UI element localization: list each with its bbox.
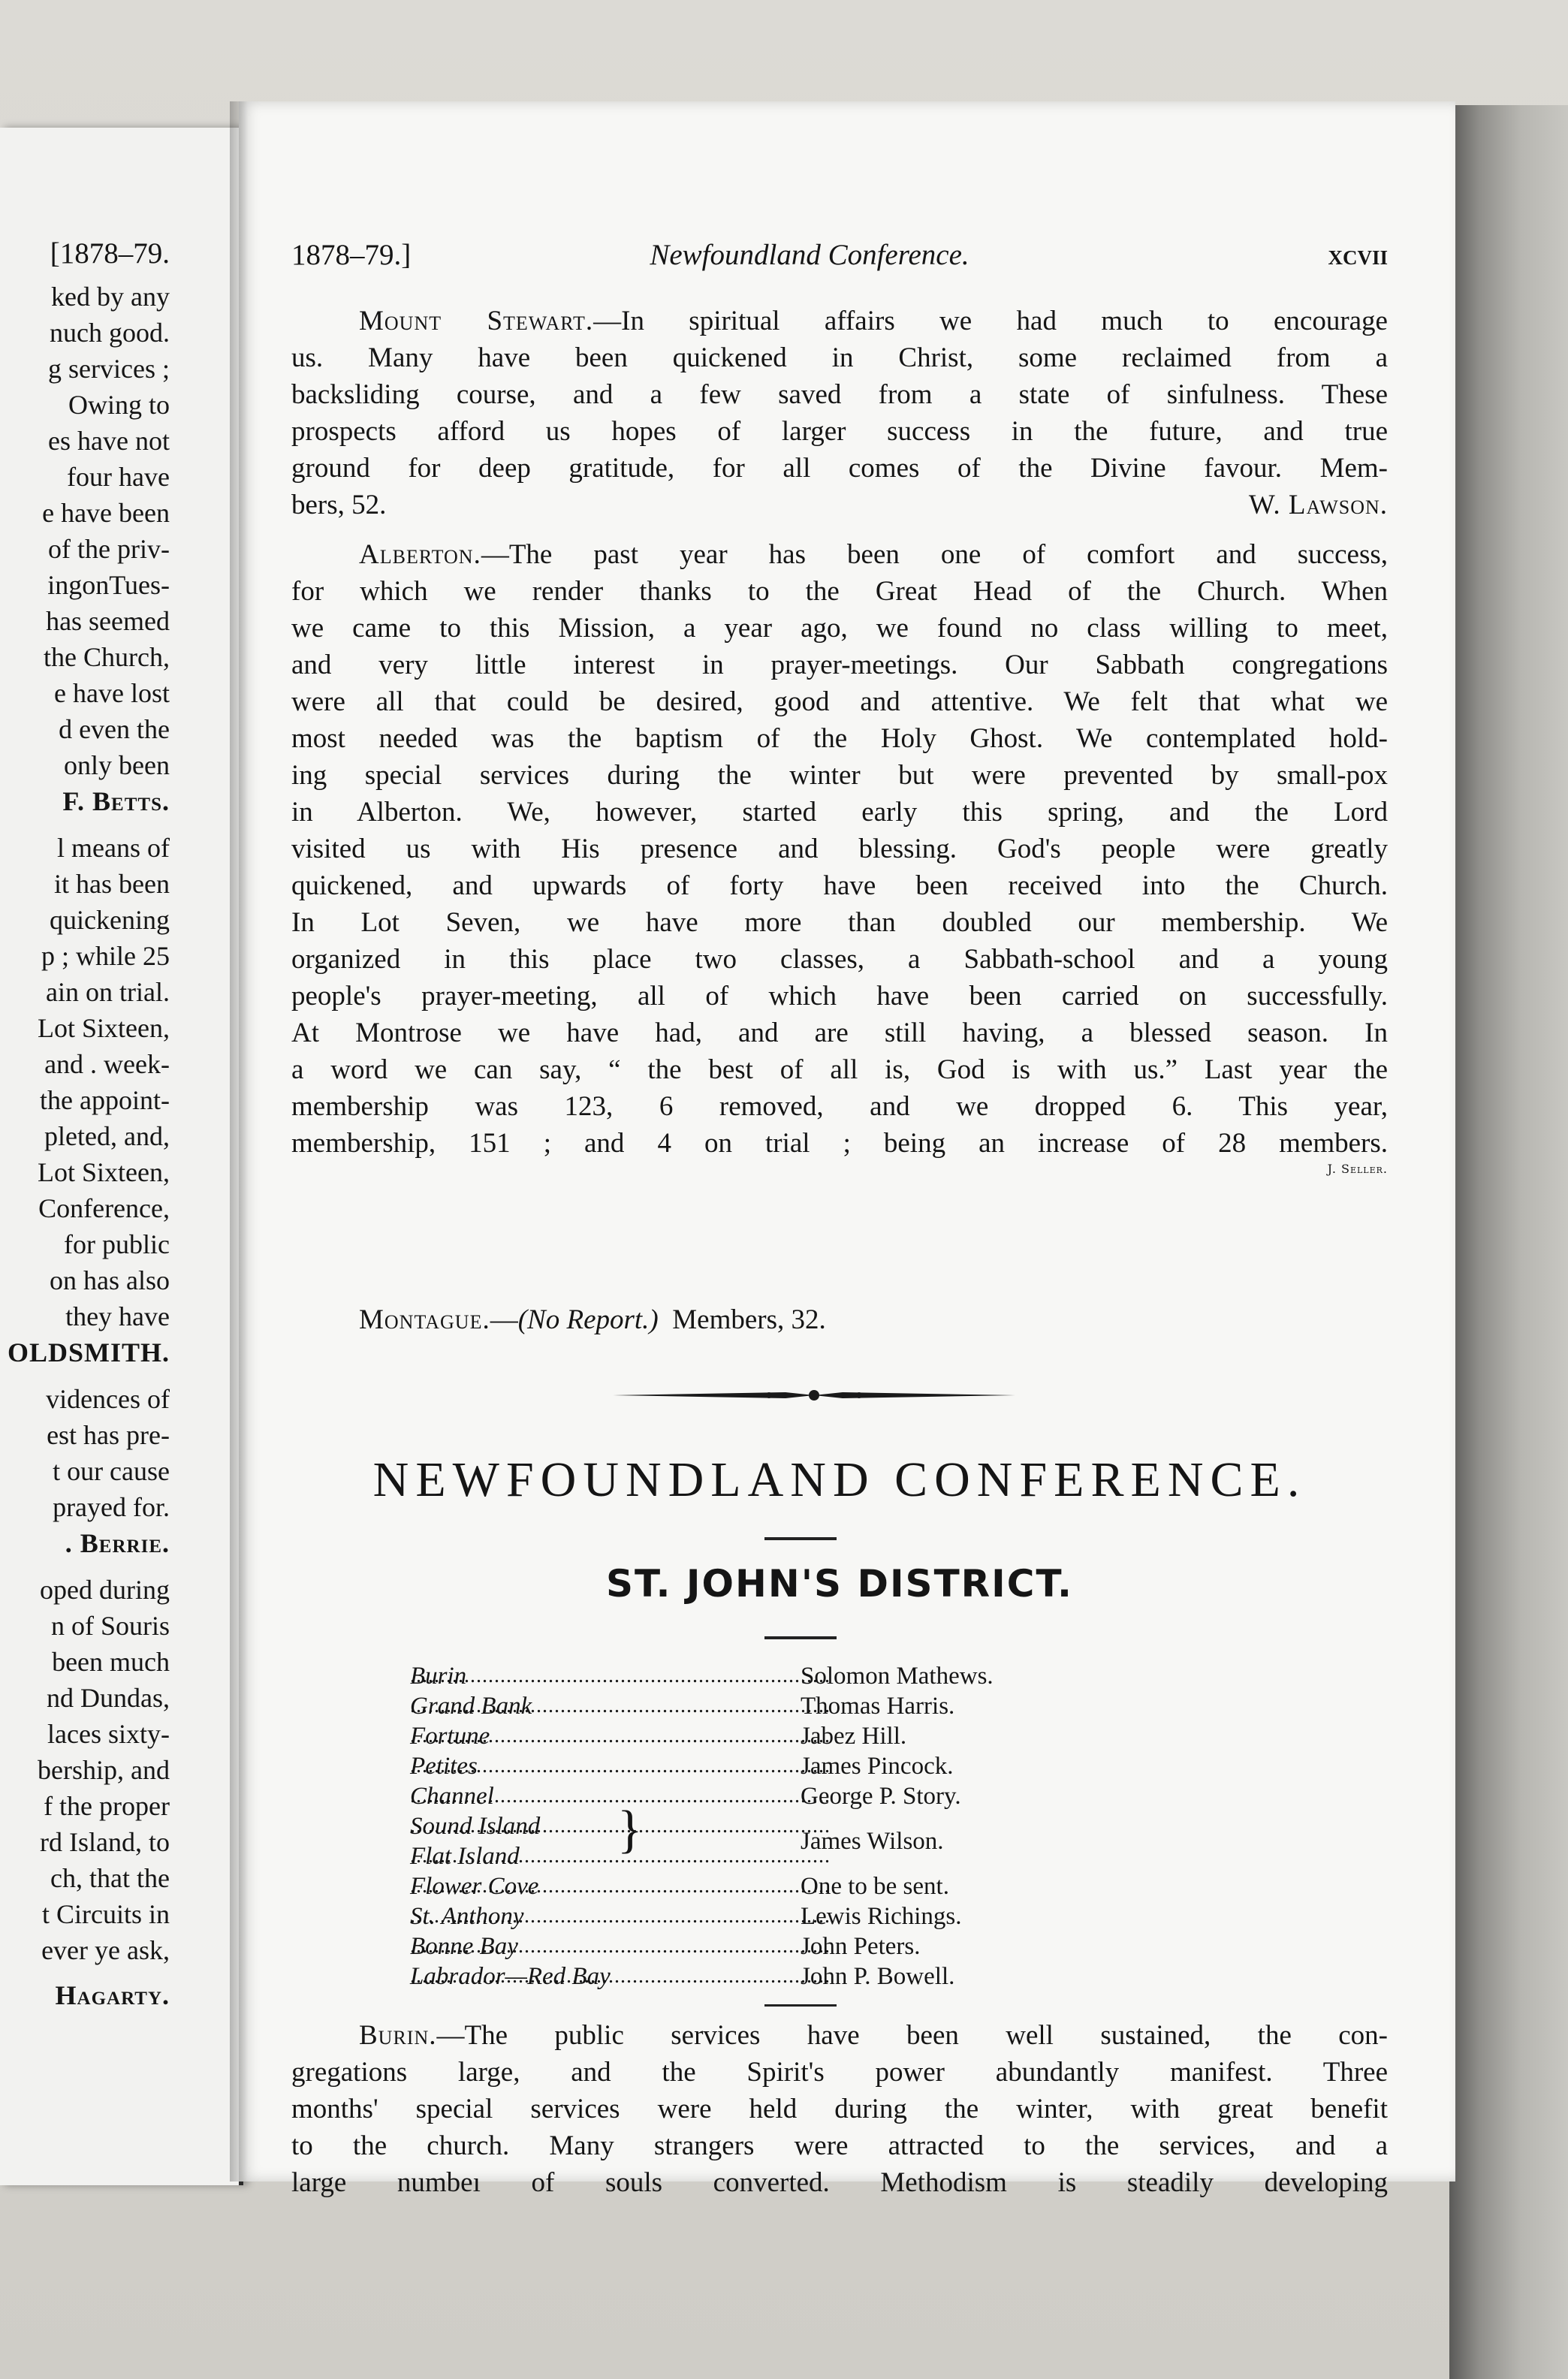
- report-line: months' special services were held during the winter, with great benefit: [291, 2094, 1388, 2124]
- station-place: Flat Island: [410, 1843, 520, 1870]
- facing-page-line: OLDSMITH.: [7, 1337, 170, 1367]
- station-place: Grand Bank: [410, 1693, 532, 1720]
- facing-page-line: l means of: [57, 833, 170, 863]
- burin-report: [291, 2017, 1388, 2201]
- report-line: gregations large, and the Spirit's power abundantly manifest. Three: [291, 2057, 1388, 2088]
- report-line: backsliding course, and a few saved from a state of sinfulness. These: [291, 379, 1388, 410]
- report-line: ing special services during the winter but were prevented by small-pox: [291, 760, 1388, 791]
- report-line: were all that could be desired, good and attentive. We felt that what we: [291, 686, 1388, 717]
- facing-page-line: vidences of: [46, 1384, 170, 1414]
- members-count: Members, 32.: [672, 1304, 826, 1335]
- facing-page-line: Hagarty.: [55, 1980, 170, 2010]
- station-row: [410, 1751, 1236, 1781]
- facing-page-line: ingonTues-: [47, 570, 170, 600]
- facing-page-line: laces sixty-: [47, 1719, 170, 1749]
- facing-page-line: n of Souris: [50, 1611, 170, 1641]
- report-line: quickened, and upwards of forty have been received into the Church.: [291, 870, 1388, 901]
- facing-page-line: the Church,: [44, 642, 170, 672]
- facing-page-line: bership, and: [38, 1755, 170, 1785]
- running-head-year: 1878–79.]: [291, 239, 412, 271]
- report-heading: Mount Stewart.: [359, 306, 594, 336]
- alberton-report: [291, 536, 1388, 1199]
- station-minister: John P. Bowell.: [801, 1963, 955, 1990]
- report-line: membership, 151 ; and 4 on trial ; being an increase of 28 members.: [291, 1128, 1388, 1159]
- facing-page-line: Lot Sixteen,: [38, 1013, 170, 1043]
- station-minister: George P. Story.: [801, 1783, 961, 1810]
- report-heading: Alberton.: [359, 539, 481, 570]
- facing-page-line: oped during: [40, 1575, 170, 1605]
- short-rule: [764, 1537, 837, 1540]
- facing-page-line: been much: [52, 1647, 170, 1677]
- station-place: St. Anthony: [410, 1903, 524, 1930]
- facing-page-line: ever ye ask,: [41, 1935, 170, 1965]
- facing-page-header: [1878–79.: [50, 237, 170, 270]
- report-line: we came to this Mission, a year ago, we found no class willing to meet,: [291, 613, 1388, 644]
- short-rule: [764, 2004, 837, 2007]
- montague-report: [291, 1301, 1388, 1338]
- facing-page-line: on has also: [50, 1265, 170, 1295]
- facing-page-line: ch, that the: [50, 1863, 170, 1893]
- gutter-shadow: [230, 101, 248, 2182]
- station-place: Burin: [410, 1663, 467, 1690]
- facing-page-line: only been: [64, 750, 170, 780]
- report-line: ground for deep gratitude, for all comes of the Divine favour. Mem-: [291, 453, 1388, 484]
- station-place: Sound Island: [410, 1813, 541, 1840]
- facing-page-line: for public: [64, 1229, 170, 1259]
- station-row: [410, 1691, 1236, 1721]
- station-minister: One to be sent.: [801, 1873, 949, 1900]
- station-place: Flower Cove: [410, 1873, 539, 1900]
- facing-page-line: t our cause: [53, 1456, 170, 1486]
- report-line: organized in this place two classes, a Sabbath-school and a young: [291, 944, 1388, 975]
- station-row: [410, 1841, 1236, 1871]
- facing-page-line: est has pre-: [47, 1420, 170, 1450]
- facing-page-line: p ; while 25: [41, 941, 170, 971]
- facing-page-line: quickening: [50, 905, 170, 935]
- short-rule: [764, 1636, 837, 1639]
- book-edge: [1449, 105, 1568, 2379]
- facing-page-line: d even the: [59, 714, 170, 744]
- station-minister: John Peters.: [801, 1933, 921, 1960]
- report-line: to the church. Many strangers were attracted to the services, and a: [291, 2130, 1388, 2161]
- station-place: Channel: [410, 1783, 494, 1810]
- station-place: Fortune: [410, 1723, 490, 1750]
- station-row: [410, 1721, 1236, 1751]
- facing-page-line: es have not: [48, 426, 170, 456]
- station-row: [410, 1781, 1236, 1811]
- report-line: —The public services have been well sustained, the con-: [436, 2020, 1388, 2051]
- station-place: Petites: [410, 1753, 478, 1780]
- mount-stewart-report: [291, 303, 1388, 523]
- station-row: [410, 1661, 1236, 1691]
- facing-page-line: pleted, and,: [44, 1121, 170, 1151]
- facing-page-line: Owing to: [68, 390, 170, 420]
- report-line: prospects afford us hopes of larger success in the future, and true: [291, 416, 1388, 447]
- station-row: [410, 1961, 1236, 1992]
- running-head-title: Newfoundland Conference.: [650, 239, 969, 271]
- facing-page-text: [0, 128, 239, 2185]
- facing-page-line: e have lost: [54, 678, 170, 708]
- report-line: At Montrose we have had, and are still having, a blessed season. In: [291, 1018, 1388, 1048]
- report-line: —In spiritual affairs we had much to encourage: [593, 306, 1388, 336]
- dot-leader: [410, 1661, 793, 1691]
- facing-page-line: ked by any: [51, 282, 170, 312]
- facing-page-line: four have: [67, 462, 170, 492]
- brace-glyph: }: [617, 1801, 643, 1859]
- facing-page-line: nd Dundas,: [47, 1683, 170, 1713]
- ornamental-rule: [613, 1385, 1015, 1405]
- dash: —: [490, 1304, 518, 1335]
- station-minister: Lewis Richings.: [801, 1903, 962, 1930]
- station-place: Labrador—Red Bay: [410, 1963, 611, 1990]
- facing-page: [0, 128, 243, 2185]
- page-number: xcvii: [1328, 239, 1388, 271]
- report-line: most needed was the baptism of the Holy Ghost. We contemplated hold-: [291, 723, 1388, 754]
- station-minister: Thomas Harris.: [801, 1693, 955, 1720]
- station-minister: Jabez Hill.: [801, 1723, 907, 1750]
- report-line: —The past year has been one of comfort and success,: [481, 539, 1388, 570]
- facing-page-line: g services ;: [48, 354, 170, 384]
- facing-page-line: e have been: [42, 498, 170, 528]
- report-line: us. Many have been quickened in Christ, some reclaimed from a: [291, 342, 1388, 373]
- station-row: [410, 1931, 1236, 1961]
- report-line: people's prayer-meeting, all of which have been carried on successfully.: [291, 981, 1388, 1012]
- report-line: for which we render thanks to the Great Head of the Church. When: [291, 576, 1388, 607]
- facing-page-line: nuch good.: [50, 318, 170, 348]
- facing-page-line: . Berrie.: [65, 1528, 170, 1558]
- facing-page-line: Lot Sixteen,: [38, 1157, 170, 1187]
- report-line: a word we can say, “ the best of all is, God is with us.” Last year the: [291, 1054, 1388, 1085]
- report-line: membership was 123, 6 removed, and we dropped 6. This year,: [291, 1091, 1388, 1122]
- facing-page-line: f the proper: [44, 1791, 170, 1821]
- facing-page-line: rd Island, to: [40, 1827, 170, 1857]
- facing-page-line: F. Betts.: [62, 786, 170, 816]
- report-line: In Lot Seven, we have more than doubled our membership. We: [291, 907, 1388, 938]
- facing-page-line: the appoint-: [40, 1085, 170, 1115]
- facing-page-line: t Circuits in: [42, 1899, 170, 1929]
- report-signature: W. Lawson.: [1248, 490, 1388, 520]
- report-heading: Montague.: [359, 1304, 490, 1335]
- station-minister: James Wilson.: [801, 1828, 944, 1855]
- station-row: [410, 1811, 1236, 1855]
- facing-page-line: and . week-: [44, 1049, 170, 1079]
- facing-page-line: they have: [65, 1301, 170, 1331]
- facing-page-line: prayed for.: [53, 1492, 170, 1522]
- report-line: and very little interest in prayer-meetings. Our Sabbath congregations: [291, 650, 1388, 680]
- stations-list: [410, 1661, 1236, 1992]
- facing-page-line: it has been: [54, 869, 170, 899]
- report-line: large numbeı of souls converted. Methodism is steadily developing: [291, 2167, 1388, 2198]
- facing-page-line: ain on trial.: [46, 977, 170, 1007]
- report-line: visited us with His presence and blessing. God's people were greatly: [291, 834, 1388, 864]
- report-signature: J. Seller.: [1327, 1162, 1388, 1176]
- station-minister: James Pincock.: [801, 1753, 954, 1780]
- station-row: [410, 1901, 1236, 1931]
- station-minister: Solomon Mathews.: [801, 1663, 994, 1690]
- page: [239, 101, 1455, 2198]
- report-line: in Alberton. We, however, started early this spring, and the Lord: [291, 797, 1388, 828]
- district-title: ST. JOHN'S DISTRICT.: [606, 1562, 1073, 1606]
- station-row: [410, 1871, 1236, 1901]
- no-report-note: (No Report.): [517, 1304, 659, 1335]
- report-line: bers, 52.: [291, 490, 387, 520]
- facing-page-line: of the priv-: [48, 534, 170, 564]
- facing-page-line: Conference,: [38, 1193, 170, 1223]
- conference-title: NEWFOUNDLAND CONFERENCE.: [372, 1452, 1307, 1507]
- facing-page-line: has seemed: [46, 606, 170, 636]
- station-place: Bonne Bay: [410, 1933, 518, 1960]
- report-heading: Burin.: [359, 2020, 437, 2051]
